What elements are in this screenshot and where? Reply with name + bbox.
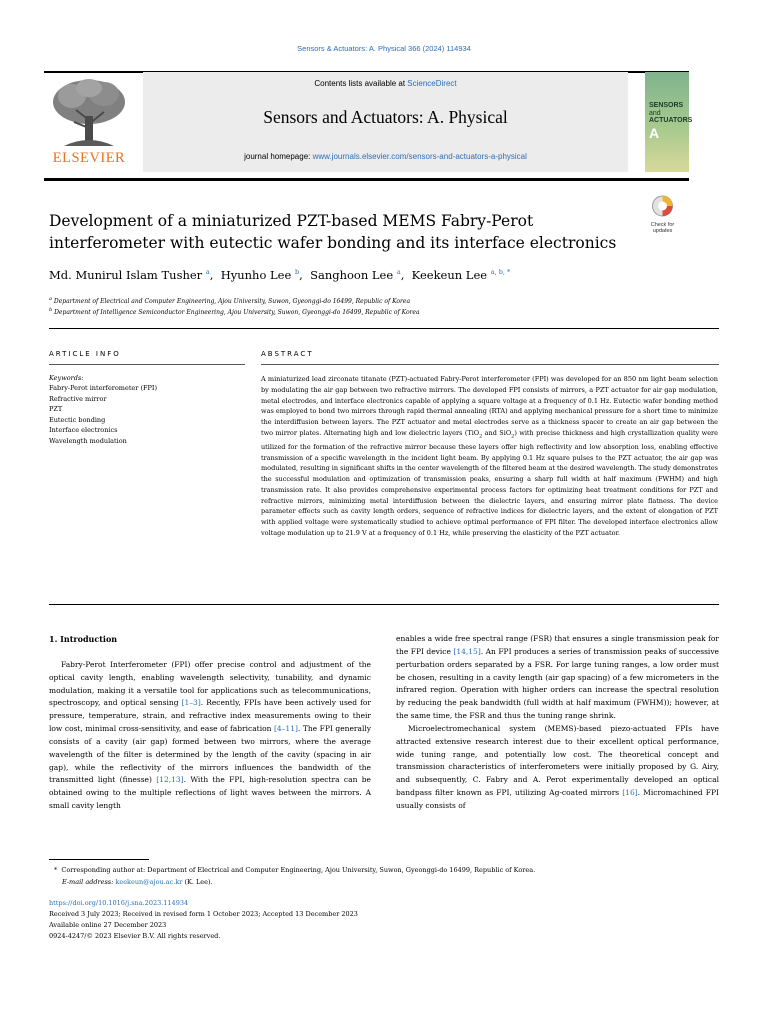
- author-affil-mark[interactable]: a: [205, 268, 210, 277]
- author-name[interactable]: Sanghoon Lee: [310, 268, 394, 282]
- keyword-list: [49, 383, 245, 446]
- check-for-updates-badge[interactable]: [646, 194, 679, 234]
- abstract-heading: ABSTRACT: [261, 350, 314, 358]
- email-note: E-mail address: keekeun@ajou.ac.kr (K. Lee).: [62, 878, 213, 886]
- keywords-label: Keywords:: [49, 374, 84, 382]
- copyright-line: 0924-4247/© 2023 Elsevier B.V. All rights reserved.: [49, 932, 221, 940]
- citation-link[interactable]: [12,13]: [156, 775, 184, 785]
- affiliation-mark: b: [49, 307, 53, 313]
- section-divider: [49, 328, 719, 329]
- author-name[interactable]: Md. Munirul Islam Tusher: [49, 268, 203, 282]
- homepage-link[interactable]: www.journals.elsevier.com/sensors-and-actuators-a-physical: [312, 152, 527, 161]
- available-online: Available online 27 December 2023: [49, 921, 167, 929]
- journal-title: Sensors and Actuators: A. Physical: [263, 107, 508, 127]
- doi-link[interactable]: https://doi.org/10.1016/j.sna.2023.114934: [49, 899, 189, 907]
- affiliation-text: Department of Intelligence Semiconductor Engineering, Ajou University, Suwon, Gyeonggi-do 16499, Republic of Korea: [54, 309, 420, 316]
- keyword: Fabry-Perot interferometer (FPI): [49, 384, 157, 392]
- author-name[interactable]: Hyunho Lee: [220, 268, 292, 282]
- citation-link[interactable]: [16]: [622, 788, 638, 798]
- paper-title: Development of a miniaturized PZT-based MEMS Fabry-Perot interferometer with eutectic wafer bonding and its interface electronics: [49, 212, 617, 252]
- abstract-rule: [261, 364, 719, 365]
- journal-homepage-line: [143, 152, 628, 161]
- body-paragraph: Fabry-Perot Interferometer (FPI) offer precise control and adjustment of the optical cavity length, enabling wavelength selectivity, tunability, and dynamic modulation, making it a versatile tool for applications such as telecommunications, spectroscopy, and optical sensing [1–3]. Recently, FPIs have been actively used for pressure, temperature, strain, and refractive index measurements owing to their low cost, minimal cross-sensitivity, and ease of fabrication [4–11]. The FPI generally consists of a cavity (air gap) formed between two mirrors, where the average wavelength of the filter is determined by the length of the cavity (spacing in air gap), while the reflectivity of the mirrors influences the bandwidth of the transmitted light (finesse) [12,13]. With the FPI, high-resolution spectra can be obtained owing to the multiple reflections of light waves between the mirrors. A small cavity length: [49, 659, 371, 811]
- citation-link[interactable]: [14,15]: [453, 646, 481, 656]
- journal-cover-thumbnail[interactable]: [645, 72, 693, 172]
- check-updates-icon: [646, 194, 679, 218]
- check-updates-line2: updates: [652, 228, 673, 234]
- corresponding-author-note: * Corresponding author at: Department of Electrical and Computer Engineering, Ajou University, Suwon, Gyeonggi-do 16499, Republic of Korea.: [54, 866, 536, 874]
- author-name[interactable]: Keekeun Lee: [411, 268, 488, 282]
- affiliation-b: [49, 307, 709, 316]
- keyword: Refractive mirror: [49, 394, 107, 403]
- body-paragraph: enables a wide free spectral range (FSR) that ensures a single transmission peak for the FPI device [14,15]. An FPI produces a series of transmission peaks of successive perturbation orders separated by a FSR. For large tuning ranges, a low order must be chosen, resulting in a cavity length (air gap spacing) of a few micrometers in the infrared region. Operation with higher orders can increase the spectral resolution by reducing the peak bandwidth (full width at half maximum (FWHM)); however, at the same time, the FSR and thus the tuning range shrink.: [396, 634, 719, 721]
- sciencedirect-link[interactable]: ScienceDirect: [407, 79, 457, 88]
- citation-link[interactable]: [4–11]: [273, 724, 298, 734]
- contents-prefix: Contents lists available at: [314, 79, 408, 88]
- affiliation-text: Department of Electrical and Computer Engineering, Ajou University, Suwon, Gyeonggi-do 16499, Republic of Korea: [53, 298, 411, 305]
- keyword: Interface electronics: [49, 426, 118, 434]
- email-link[interactable]: keekeun@ajou.ac.kr: [115, 878, 183, 886]
- author-list: Md. Munirul Islam Tusher $^a$, Hyunho Lee $^b$, Sanghoon Lee $^a$, Keekeun Lee $^{a, b, *}$: [49, 268, 511, 282]
- received-dates: Received 3 July 2023; Received in revised form 1 October 2023; Accepted 13 December 2023: [49, 910, 358, 918]
- citation-link[interactable]: [1–3]: [181, 698, 201, 708]
- homepage-label: journal homepage:: [244, 152, 313, 161]
- body-left-column: [49, 633, 371, 813]
- body-paragraph: Microelectromechanical system (MEMS)-based piezo-actuated FPIs have attracted extensive research interest due to their excellent optical performance, wide tuning range, and potentially low cost. The theoretical concept and transmission characteristics of interferometers were initially proposed by G. Airy, and subsequently, C. Fabry and A. Perot experimentally developed an optical bandpass filter known as FPI, utilizing Ag-coated mirrors [16]. Micromachined FPI usually consists of: [396, 723, 719, 810]
- author-affil-mark[interactable]: a, b, *: [490, 268, 511, 277]
- keyword: Wavelength modulation: [49, 436, 127, 445]
- elsevier-wordmark: ELSEVIER: [52, 150, 126, 166]
- keyword: Eutectic bonding: [49, 415, 106, 424]
- keyword: PZT: [49, 405, 63, 413]
- footnote-rule: [49, 859, 149, 860]
- header-bottom-rule: [44, 178, 689, 181]
- article-info-heading: ARTICLE INFO: [49, 350, 121, 358]
- author-affil-mark[interactable]: a: [396, 268, 401, 277]
- abstract-text: A miniaturized lead zirconate titanate (PZT)-actuated Fabry-Perot interferometer (FPI) was developed for an 850 nm light beam selection by modulating the air gap between two refractive mirrors. The developed FPI consists of mirrors, a PZT actuator for air gap modulation, metal electrodes, and interface electronics capable of applying a square voltage at a frequency of 0.1 Hz. Eutectic wafer bonding method was employed to bond two mirrors through rapid thermal annealing (RTA) and applying mechanical pressure for a short time to minimize the interdiffusion between layers. The PZT actuator and metal electrodes serve as a thickness spacer to create an air gap between the two mirror plates. Alternating high and low dielectric layers (TiO$_2$ and SiO$_2$) with precise thickness and high crystallization quality were utilized for the formation of the refractive mirror because these layers offer high reflectivity and low absorption loss, enabling effective transmission of a specific wavelength in the incident light beam. By applying 0.1 Hz square pulses to the PZT actuator, the air gap was modulated, resulting in significant shifts in the center wavelength of the filtered beam at the desired wavelength. The study demonstrates the successful modulation and optimization of transmission peaks, ensuring a sharp full width at half maximum (FWHM) and high transmission rate. It also provides comprehensive experimental process factors for optimizing heat treatment conditions for PZT and refractive mirrors, minimizing metal interdiffusion between the dielectric layers, and ensuring mirror plate flatness. The device parameter effects such as cavity length orders, sequence of refractive indices for dielectric layers, and the extent of elongation of PZT with applied voltage were systematically studied to achieve optimal performance of FPI filter. The developed interface electronics allow voltage modulation up to 21.9 V at a frequency of 0.1 Hz, while preserving the elasticity of the PZT actuator.: [261, 375, 718, 537]
- section-heading-introduction: 1. Introduction: [49, 634, 118, 644]
- cover-title: SENSORS and ACTUATORS A: [649, 102, 693, 141]
- check-updates-line1: Check for: [650, 222, 675, 228]
- journal-reference[interactable]: Sensors & Actuators: A. Physical 366 (2024) 114934: [297, 44, 471, 53]
- abstract-bottom-rule: [49, 604, 719, 605]
- article-info-rule: [49, 364, 245, 365]
- body-right-column: [396, 633, 719, 813]
- affiliation-a: [49, 296, 709, 305]
- author-affil-mark[interactable]: b: [294, 268, 300, 277]
- asterisk-mark: *: [54, 866, 62, 874]
- affiliation-mark: a: [49, 296, 52, 302]
- contents-available-line: [143, 79, 628, 88]
